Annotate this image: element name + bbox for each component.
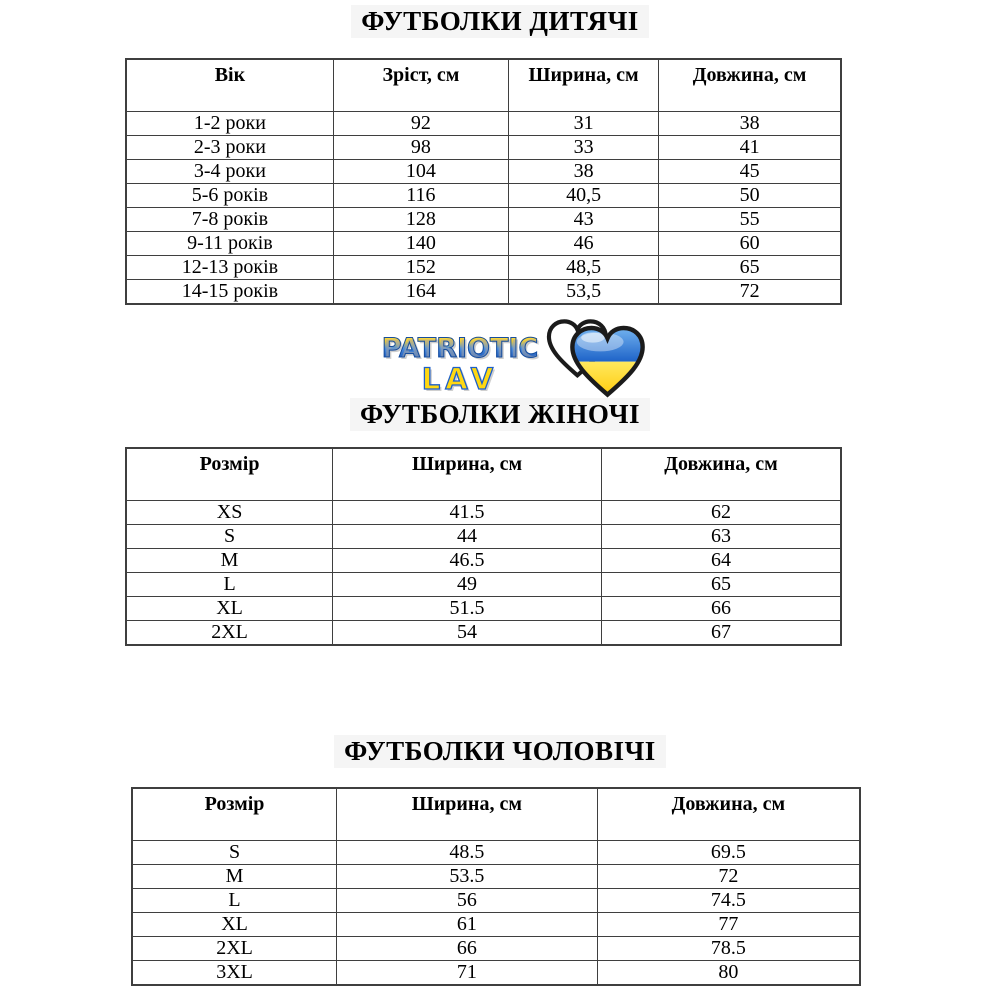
column-header: Розмір [126, 448, 333, 500]
section-title-text: ФУТБОЛКИ ДИТЯЧІ [351, 5, 649, 38]
table-cell: 65 [659, 255, 841, 279]
section-title-women [0, 398, 1000, 431]
table-cell: 62 [601, 500, 841, 524]
flag-heart-shape [571, 327, 644, 398]
table-cell: 74.5 [597, 888, 860, 912]
column-header: Ширина, см [337, 788, 598, 840]
table-row [126, 207, 841, 231]
table-cell: 116 [333, 183, 508, 207]
column-header: Розмір [132, 788, 337, 840]
table-cell: 53.5 [337, 864, 598, 888]
table-cell: 40,5 [509, 183, 659, 207]
column-header: Ширина, см [333, 448, 602, 500]
section-title-children [0, 5, 1000, 38]
men-size-table [131, 787, 861, 986]
table-row [126, 548, 841, 572]
brand-name-line1: PATRIOTIC [381, 333, 539, 364]
table-cell: XL [126, 596, 333, 620]
column-header: Довжина, см [601, 448, 841, 500]
column-header: Зріст, см [333, 59, 508, 111]
table-row [126, 596, 841, 620]
table-cell: 49 [333, 572, 602, 596]
table-cell: 54 [333, 620, 602, 645]
table-cell: M [132, 864, 337, 888]
table-cell: 67 [601, 620, 841, 645]
table-row [126, 524, 841, 548]
column-header: Ширина, см [509, 59, 659, 111]
table-cell: 38 [659, 111, 841, 135]
table-cell: 31 [509, 111, 659, 135]
brand-logo [14, 318, 1000, 406]
table-cell: 69.5 [597, 840, 860, 864]
table-row [132, 888, 860, 912]
table-cell: 12-13 років [126, 255, 333, 279]
table-cell: 48.5 [337, 840, 598, 864]
table-row [126, 279, 841, 304]
table-row [126, 500, 841, 524]
table-cell: 61 [337, 912, 598, 936]
column-header: Довжина, см [659, 59, 841, 111]
table-cell: 2-3 роки [126, 135, 333, 159]
table-cell: 64 [601, 548, 841, 572]
table-cell: 44 [333, 524, 602, 548]
section-title-text: ФУТБОЛКИ ЖІНОЧІ [350, 398, 650, 431]
table-row [126, 183, 841, 207]
table-cell: 3XL [132, 960, 337, 985]
table-cell: XS [126, 500, 333, 524]
table-cell: S [126, 524, 333, 548]
table-cell: 9-11 років [126, 231, 333, 255]
table-cell: 48,5 [509, 255, 659, 279]
table-cell: 33 [509, 135, 659, 159]
table-row [126, 111, 841, 135]
table-cell: 72 [659, 279, 841, 304]
table-cell: 55 [659, 207, 841, 231]
table-cell: L [132, 888, 337, 912]
table-cell: 43 [509, 207, 659, 231]
table-cell: 7-8 років [126, 207, 333, 231]
table-cell: L [126, 572, 333, 596]
brand-name-line2: LAV [421, 362, 499, 396]
table-cell: 38 [509, 159, 659, 183]
table-cell: 3-4 роки [126, 159, 333, 183]
ukraine-flag-heart-icon [544, 318, 646, 406]
table-cell: 14-15 років [126, 279, 333, 304]
table-cell: 2XL [126, 620, 333, 645]
header-row [126, 448, 841, 500]
children-size-table [125, 58, 842, 305]
table-cell: 104 [333, 159, 508, 183]
table-cell: 66 [337, 936, 598, 960]
brand-logo-text [382, 335, 539, 394]
table-row [132, 936, 860, 960]
table-cell: 46 [509, 231, 659, 255]
table-cell: 63 [601, 524, 841, 548]
table-row [126, 231, 841, 255]
table-cell: 51.5 [333, 596, 602, 620]
table-cell: 46.5 [333, 548, 602, 572]
header-row [132, 788, 860, 840]
table-cell: 56 [337, 888, 598, 912]
table-cell: 45 [659, 159, 841, 183]
table-cell: 66 [601, 596, 841, 620]
table-cell: 1-2 роки [126, 111, 333, 135]
table-cell: S [132, 840, 337, 864]
section-title-men [0, 735, 1000, 768]
table-cell: 65 [601, 572, 841, 596]
table-cell: 71 [337, 960, 598, 985]
table-cell: 60 [659, 231, 841, 255]
header-row [126, 59, 841, 111]
table-row [126, 620, 841, 645]
table-row [132, 840, 860, 864]
table-cell: 41.5 [333, 500, 602, 524]
column-header: Вік [126, 59, 333, 111]
table-cell: 80 [597, 960, 860, 985]
table-row [126, 572, 841, 596]
table-cell: 140 [333, 231, 508, 255]
table-row [132, 864, 860, 888]
table-cell: 78.5 [597, 936, 860, 960]
table-cell: 92 [333, 111, 508, 135]
table-cell: 72 [597, 864, 860, 888]
table-row [132, 912, 860, 936]
table-row [126, 159, 841, 183]
table-cell: 152 [333, 255, 508, 279]
table-row [126, 135, 841, 159]
table-cell: 77 [597, 912, 860, 936]
table-cell: XL [132, 912, 337, 936]
section-title-text: ФУТБОЛКИ ЧОЛОВІЧІ [334, 735, 666, 768]
table-cell: 128 [333, 207, 508, 231]
table-cell: 41 [659, 135, 841, 159]
table-cell: 164 [333, 279, 508, 304]
table-cell: 50 [659, 183, 841, 207]
table-cell: 98 [333, 135, 508, 159]
table-cell: 2XL [132, 936, 337, 960]
column-header: Довжина, см [597, 788, 860, 840]
women-size-table [125, 447, 842, 646]
table-row [126, 255, 841, 279]
table-cell: 53,5 [509, 279, 659, 304]
table-cell: 5-6 років [126, 183, 333, 207]
table-row [132, 960, 860, 985]
table-cell: M [126, 548, 333, 572]
